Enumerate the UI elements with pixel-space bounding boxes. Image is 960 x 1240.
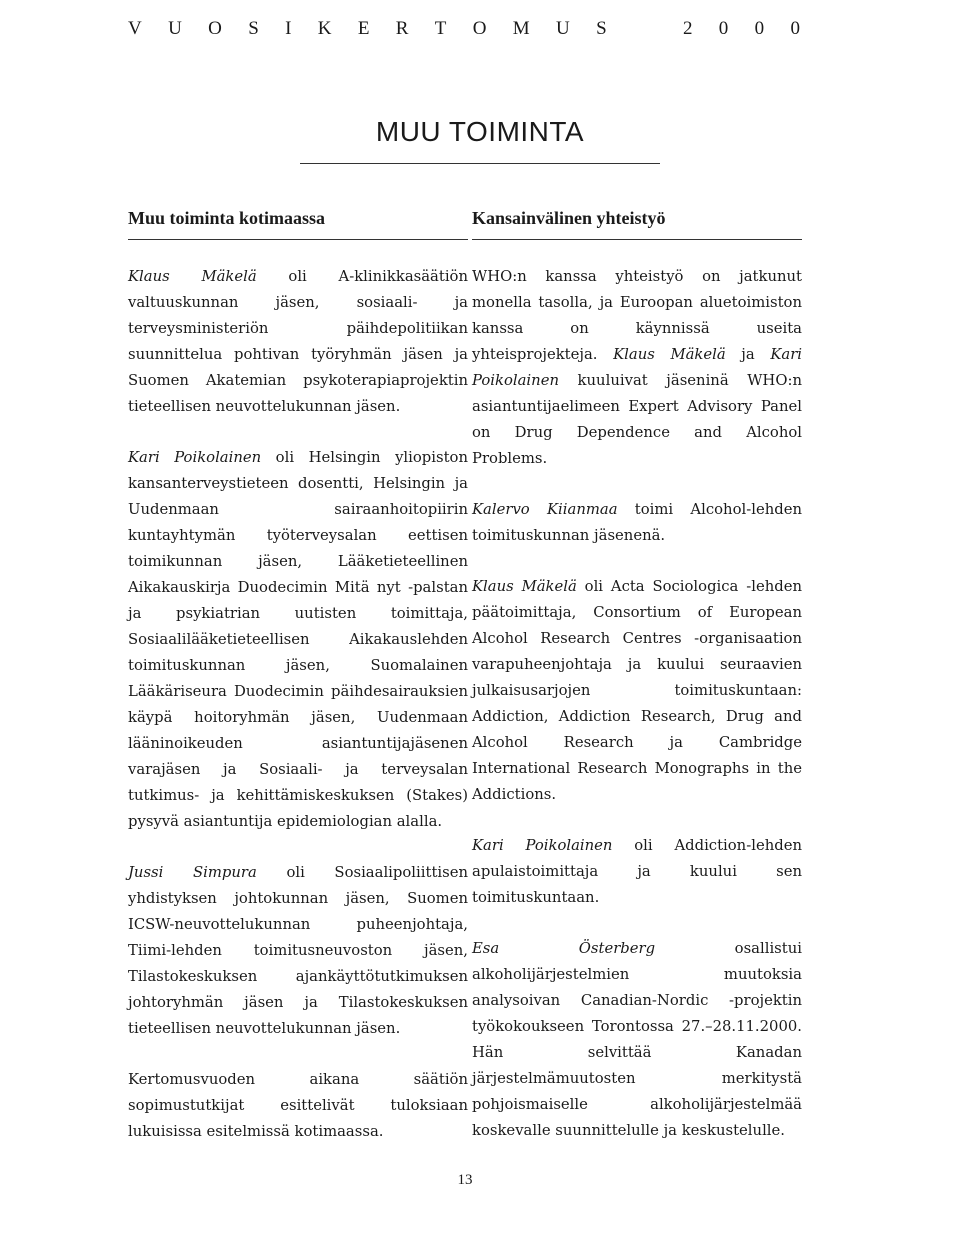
paragraph [128,1067,468,1145]
header-letter: U [168,18,182,39]
person-name: Kari Poikolainen [472,837,613,854]
header-letter: T [434,18,447,39]
paragraph [472,936,802,1144]
page-title: MUU TOIMINTA [375,116,585,147]
section-heading-international: Kansainvälinen yhteistyö [472,208,802,240]
header-letter: O [472,18,487,39]
person-name: Klaus Mäkelä [128,268,257,285]
header-letter: U [556,18,570,39]
paragraph-text: kuuluivat jäseninä WHO:n asiantuntijaelimeen Expert Advisory Panel on Drug Dependence and Alcohol Problems. [472,372,802,467]
paragraph-text: oli Sosiaalipoliittisen yhdistyksen johtokunnan jäsen, Suomen ICSW-neuvottelukunnan puheenjohtaja, Tiimi-lehden toimitusneuvoston jäsen, Tilastokeskuksen ajankäyttötutkimuksen johtoryhmän jäsen ja Tilastokeskuksen tieteellisen neuvottelukunnan jäsen. [128,864,468,1037]
paragraph [472,833,802,911]
paragraph [472,574,802,808]
paragraph-text: WHO:n kanssa yhteistyö on jatkunut monella tasolla, ja Euroopan aluetoimiston kanssa on käynnissä useita yhteisprojekteja. [472,268,802,363]
header-letter: R [395,18,409,39]
header-letter: 0 [790,18,800,39]
person-name: Kari Poikolainen [472,346,803,389]
person-name: Esa Österberg [472,940,656,957]
right-column [472,208,802,1169]
header-letter: E [357,18,370,39]
paragraph-text: ja [725,346,771,363]
person-name: Kari Poikolainen [128,449,262,466]
paragraph [128,860,468,1042]
header-letter: V [128,18,142,39]
section-heading-domestic: Muu toiminta kotimaassa [128,208,468,240]
header-letter: 2 [682,18,693,39]
header-letter: O [208,18,222,39]
paragraph-text: oli Addiction-lehden apulaistoimittaja ja kuului sen toimituskuntaan. [472,837,802,906]
person-name: Klaus Mäkelä [472,578,577,595]
header-letter: 0 [754,18,765,39]
paragraph-text: oli Helsingin yliopiston kansanterveystieteen dosentti, Helsingin ja Uudenmaan sairaanhoitopiirin kuntayhtymän työterveysalan eettisen toimikunnan jäsen, Lääketieteellinen Aikakauskirja Duodecimin Mitä nyt -palstan ja psykiatrian uutisten toimittaja, Sosiaalilääketieteellisen Aikakauslehden toimituskunnan jäsen, Suomalainen Lääkäriseura Duodecimin päihdesairauksien käypä hoitoryhmän jäsen, Uudenmaan lääninoikeuden asiantuntijajäsenen varajäsen ja Sosiaali- ja terveysalan tutkimus- ja kehittämiskeskuksen (Stakes) pysyvä asiantuntija epidemiologian alalla. [128,449,468,830]
person-name: Jussi Simpura [128,864,257,881]
paragraph [472,264,802,472]
header-letter: I [285,18,292,39]
paragraph-text: oli A-klinikkasäätiön valtuuskunnan jäsen, sosiaali- ja terveysministeriön päihdepolitiikan suunnittelua pohtivan työryhmän jäsen ja Suomen Akatemian psykoterapiaprojektin tieteellisen neuvottelukunnan jäsen. [128,268,468,415]
header-letter: 0 [718,18,729,39]
page-number: 13 [457,1172,473,1188]
person-name: Kalervo Kiianmaa [472,501,618,518]
paragraph [472,497,802,549]
header-letter: S [596,18,607,39]
header-letter: M [512,18,530,39]
header-letter: S [248,18,259,39]
paragraph-text: oli Acta Sociologica -lehden päätoimittaja, Consortium of European Alcohol Research Centres -organisaation varapuheenjohtaja ja kuului seuraavien julkaisusarjojen toimituskuntaan: Addiction, Addiction Research, Drug and Alcohol Research ja Cambridge International Research Monographs in the Addictions. [472,578,802,803]
title-divider [300,163,660,164]
paragraph-text: toimi Alcohol-lehden toimituskunnan jäsenenä. [472,501,802,544]
paragraph-text: osallistui alkoholijärjestelmien muutoksia analysoivan Canadian-Nordic -projektin työkokoukseen Torontossa 27.–28.11.2000. Hän selvittää Kanadan järjestelmämuutosten merkitystä pohjoismaiselle alkoholijärjestelmää koskevalle suunnittelulle ja keskustelulle. [472,940,802,1139]
running-header [128,18,800,40]
paragraph [128,264,468,420]
paragraph [128,445,468,835]
person-name: Klaus Mäkelä [613,346,726,363]
paragraph-text: Kertomusvuoden aikana säätiön sopimustutkijat esittelivät tuloksiaan lukuisissa esitelmissä kotimaassa. [128,1071,468,1140]
header-letter: K [317,18,332,39]
left-column [128,208,468,1170]
